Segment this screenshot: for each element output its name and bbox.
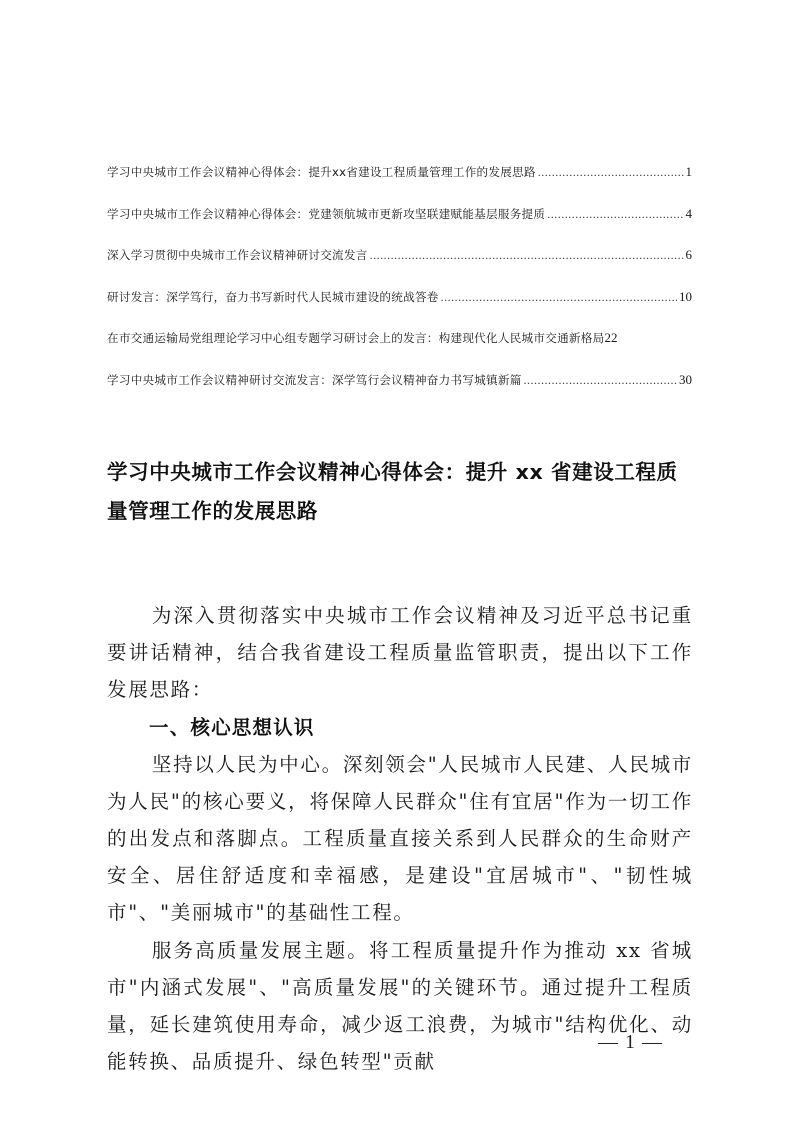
- article-body: [107, 597, 693, 1080]
- toc-entry-page: 1: [685, 164, 692, 179]
- toc-entry-title: 深入学习贯彻中央城市工作会议精神研讨交流发言: [107, 248, 368, 263]
- toc-entry-title: 学习中央城市工作会议精神心得体会：党建领航城市更新攻坚联建赋能基层服务提质: [107, 206, 546, 221]
- toc-entry-page: 22: [604, 330, 618, 346]
- toc-entry[interactable]: [107, 245, 692, 287]
- body-paragraph: 服务高质量发展主题。将工程质量提升作为推动 xx 省城市"内涵式发展"、"高质量发展"的关键环节。通过提升工程质量，延长建筑使用寿命，减少返工浪费，为城市"结构优化、动能转换、品质提升、绿色转型"贡献: [107, 938, 693, 1074]
- toc-entry-page: 4: [685, 205, 692, 221]
- toc-entry-title: 学习中央城市工作会议精神研讨交流发言：深学笃行会议精神奋力书写城镇新篇: [107, 372, 522, 387]
- toc-entry[interactable]: [107, 370, 692, 412]
- toc-leader-dots: [370, 245, 684, 265]
- toc-entry[interactable]: [107, 287, 692, 329]
- body-paragraph: 坚持以人民为中心。深刻领会"人民城市人民建、人民城市为人民"的核心要义，将保障人民群众"住有宜居"作为一切工作的出发点和落脚点。工程质量直接关系到人民群众的生命财产安全、居住舒适度和幸福感，是建设"宜居城市"、"韧性城市"、"美丽城市"的基础性工程。: [107, 752, 693, 925]
- section-heading: 一、核心思想认识: [149, 715, 315, 739]
- toc-entry-page: 6: [685, 247, 692, 263]
- table-of-contents: [107, 162, 692, 412]
- intro-paragraph: 为深入贯彻落实中央城市工作会议精神及习近平总书记重要讲话精神，结合我省建设工程质量监管职责，提出以下工作发展思路：: [107, 604, 693, 702]
- toc-entry[interactable]: [107, 328, 692, 370]
- toc-leader-dots: [547, 204, 683, 224]
- toc-leader-dots: [524, 370, 677, 390]
- toc-entry-page: 30: [679, 371, 692, 387]
- page-number: — 1 —: [598, 1031, 663, 1053]
- toc-leader-dots: [538, 162, 684, 182]
- toc-entry-title: 研讨发言：深学笃行，奋力书写新时代人民城市建设的统战答卷: [107, 289, 439, 304]
- toc-entry-page: 10: [679, 288, 692, 304]
- toc-entry[interactable]: [107, 162, 692, 204]
- toc-entry-title: 在市交通运输局党组理论学习中心组专题学习研讨会上的发言：构建现代化人民城市交通新格局: [107, 331, 605, 346]
- article-title: 学习中央城市工作会议精神心得体会：提升 xx 省建设工程质量管理工作的发展思路: [107, 460, 678, 523]
- toc-leader-dots: [441, 287, 677, 307]
- toc-entry-title: 学习中央城市工作会议精神心得体会：提升xx省建设工程质量管理工作的发展思路: [107, 165, 536, 179]
- toc-entry[interactable]: [107, 204, 692, 246]
